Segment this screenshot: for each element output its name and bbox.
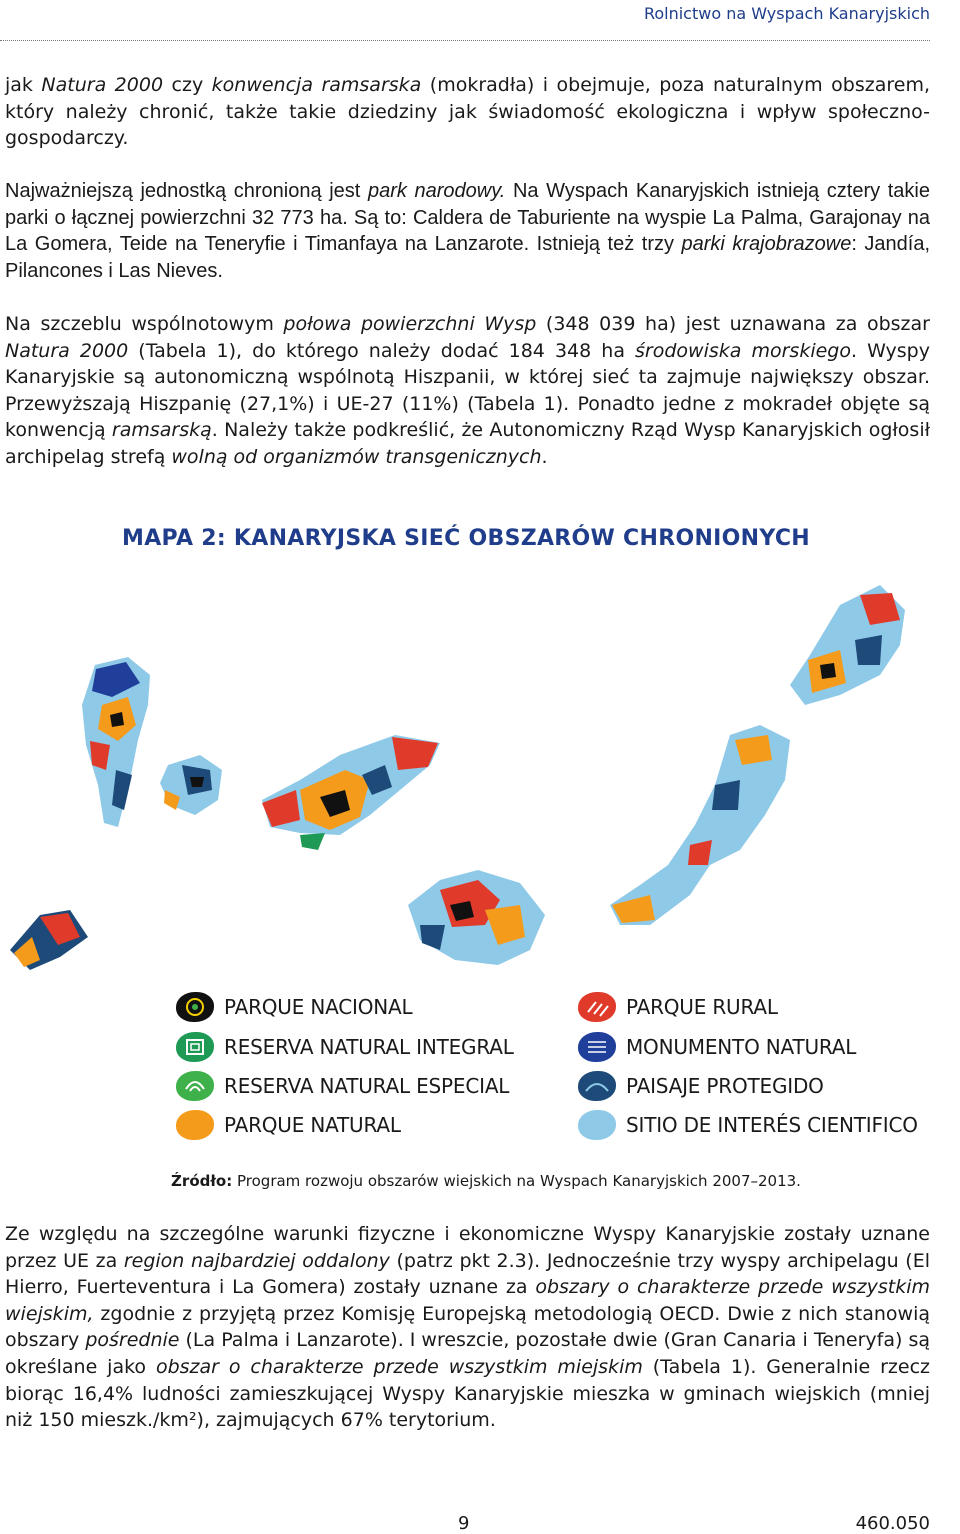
map-title: MAPA 2: KANARYJSKA SIEĆ OBSZARÓW CHRONIONYCH — [122, 526, 810, 551]
monumento-natural-icon — [578, 1032, 616, 1062]
paragraph-parks: Najważniejszą jednostką chronioną jest park narodowy. Na Wyspach Kanaryjskich istnieją cztery takie parki o łącznej powierzchni 32 773 ha. Są to: Caldera de Taburiente na wyspie La Palma, Garajonay na La Gomera, Teide na Teneryfie i Timanfaya na Lanzarote. Istnieją też trzy parki krajobrazowe: Jandía, Pilancones i Las Nieves. — [5, 180, 931, 282]
island-el-hierro — [10, 910, 88, 970]
paragraph-regions: Ze względu na szczególne warunki fizyczne i ekonomiczne Wyspy Kanaryjskie zostały uznane przez UE za region najbardziej oddalony (patrz pkt 2.3). Jednocześnie trzy wyspy archipelagu (El Hierro, Fuerteventura i La Gomera) zostały uznane za obszary o charakterze przede wszystkim wiejskim, zgodnie z przyjętą przez Komisję Europejską metodologią OECD. Dwie z nich stanowią obszary pośrednie (La Palma i Lanzarote). I wreszcie, pozostałe dwie (Gran Canaria i Teneryfa) są określane jako obszar o charakterze przede wszystkim miejskim (Tabela 1). Generalnie rzecz biorąc 16,4% ludności zamieszkującej Wyspy Kanaryjskie mieszka w gminach wiejskich (mniej niż 150 mieszk./km²), zajmujących 67% terytorium. — [5, 1223, 930, 1432]
island-la-gomera — [160, 755, 222, 815]
reserva-especial-icon — [176, 1071, 214, 1101]
sitio-interes-icon — [578, 1110, 616, 1140]
island-tenerife — [262, 735, 440, 850]
page-number: 9 — [458, 1513, 470, 1534]
reserva-integral-icon — [176, 1032, 214, 1062]
legend-parque-nacional: PARQUE NACIONAL — [176, 990, 412, 1024]
canary-islands-map — [0, 565, 960, 985]
paragraph-natura: jak Natura 2000 czy konwencja ramsarska (mokradła) i obejmuje, poza naturalnym obszarem, który należy chronić, także takie dziedziny jak świadomość ekologiczna i wpływ społeczno-gospodarczy. — [5, 74, 930, 150]
legend-parque-natural: PARQUE NATURAL — [176, 1108, 401, 1142]
legend-paisaje-protegido: PAISAJE PROTEGIDO — [578, 1069, 824, 1103]
figure-source: Źródło: Program rozwoju obszarów wiejskich na Wyspach Kanaryjskich 2007–2013. — [171, 1172, 801, 1190]
island-la-palma — [82, 657, 150, 827]
island-fuerteventura — [610, 725, 790, 925]
legend-sitio-interes: SITIO DE INTERÉS CIENTIFICO — [578, 1108, 918, 1142]
parque-rural-icon — [578, 992, 616, 1022]
parque-nacional-icon — [176, 992, 214, 1022]
document-code: 460.050 — [855, 1513, 930, 1534]
legend-parque-rural: PARQUE RURAL — [578, 990, 778, 1024]
paisaje-protegido-icon — [578, 1071, 616, 1101]
header-rule — [0, 40, 930, 41]
island-gran-canaria — [408, 870, 545, 965]
parque-natural-icon — [176, 1110, 214, 1140]
legend-reserva-integral: RESERVA NATURAL INTEGRAL — [176, 1030, 514, 1064]
legend-reserva-especial: RESERVA NATURAL ESPECIAL — [176, 1069, 509, 1103]
legend-monumento-natural: MONUMENTO NATURAL — [578, 1030, 856, 1064]
running-header: Rolnictwo na Wyspach Kanaryjskich — [643, 4, 930, 23]
paragraph-community: Na szczeblu wspólnotowym połowa powierzchni Wysp (348 039 ha) jest uznawana za obszar Natura 2000 (Tabela 1), do którego należy dodać 184 348 ha środowiska morskiego. Wyspy Kanaryjskie są autonomiczną wspólnotą Hiszpanii, w której sieć ta zajmuje największy obszar. Przewyższają Hiszpanię (27,1%) i UE-27 (11%) (Tabela 1). Ponadto jedne z mokradeł objęte są konwencją ramsarską. Należy także podkreślić, że Autonomiczny Rząd Wysp Kanaryjskich ogłosił archipelag strefą wolną od organizmów transgenicznych. — [5, 313, 931, 468]
island-lanzarote — [790, 585, 905, 705]
